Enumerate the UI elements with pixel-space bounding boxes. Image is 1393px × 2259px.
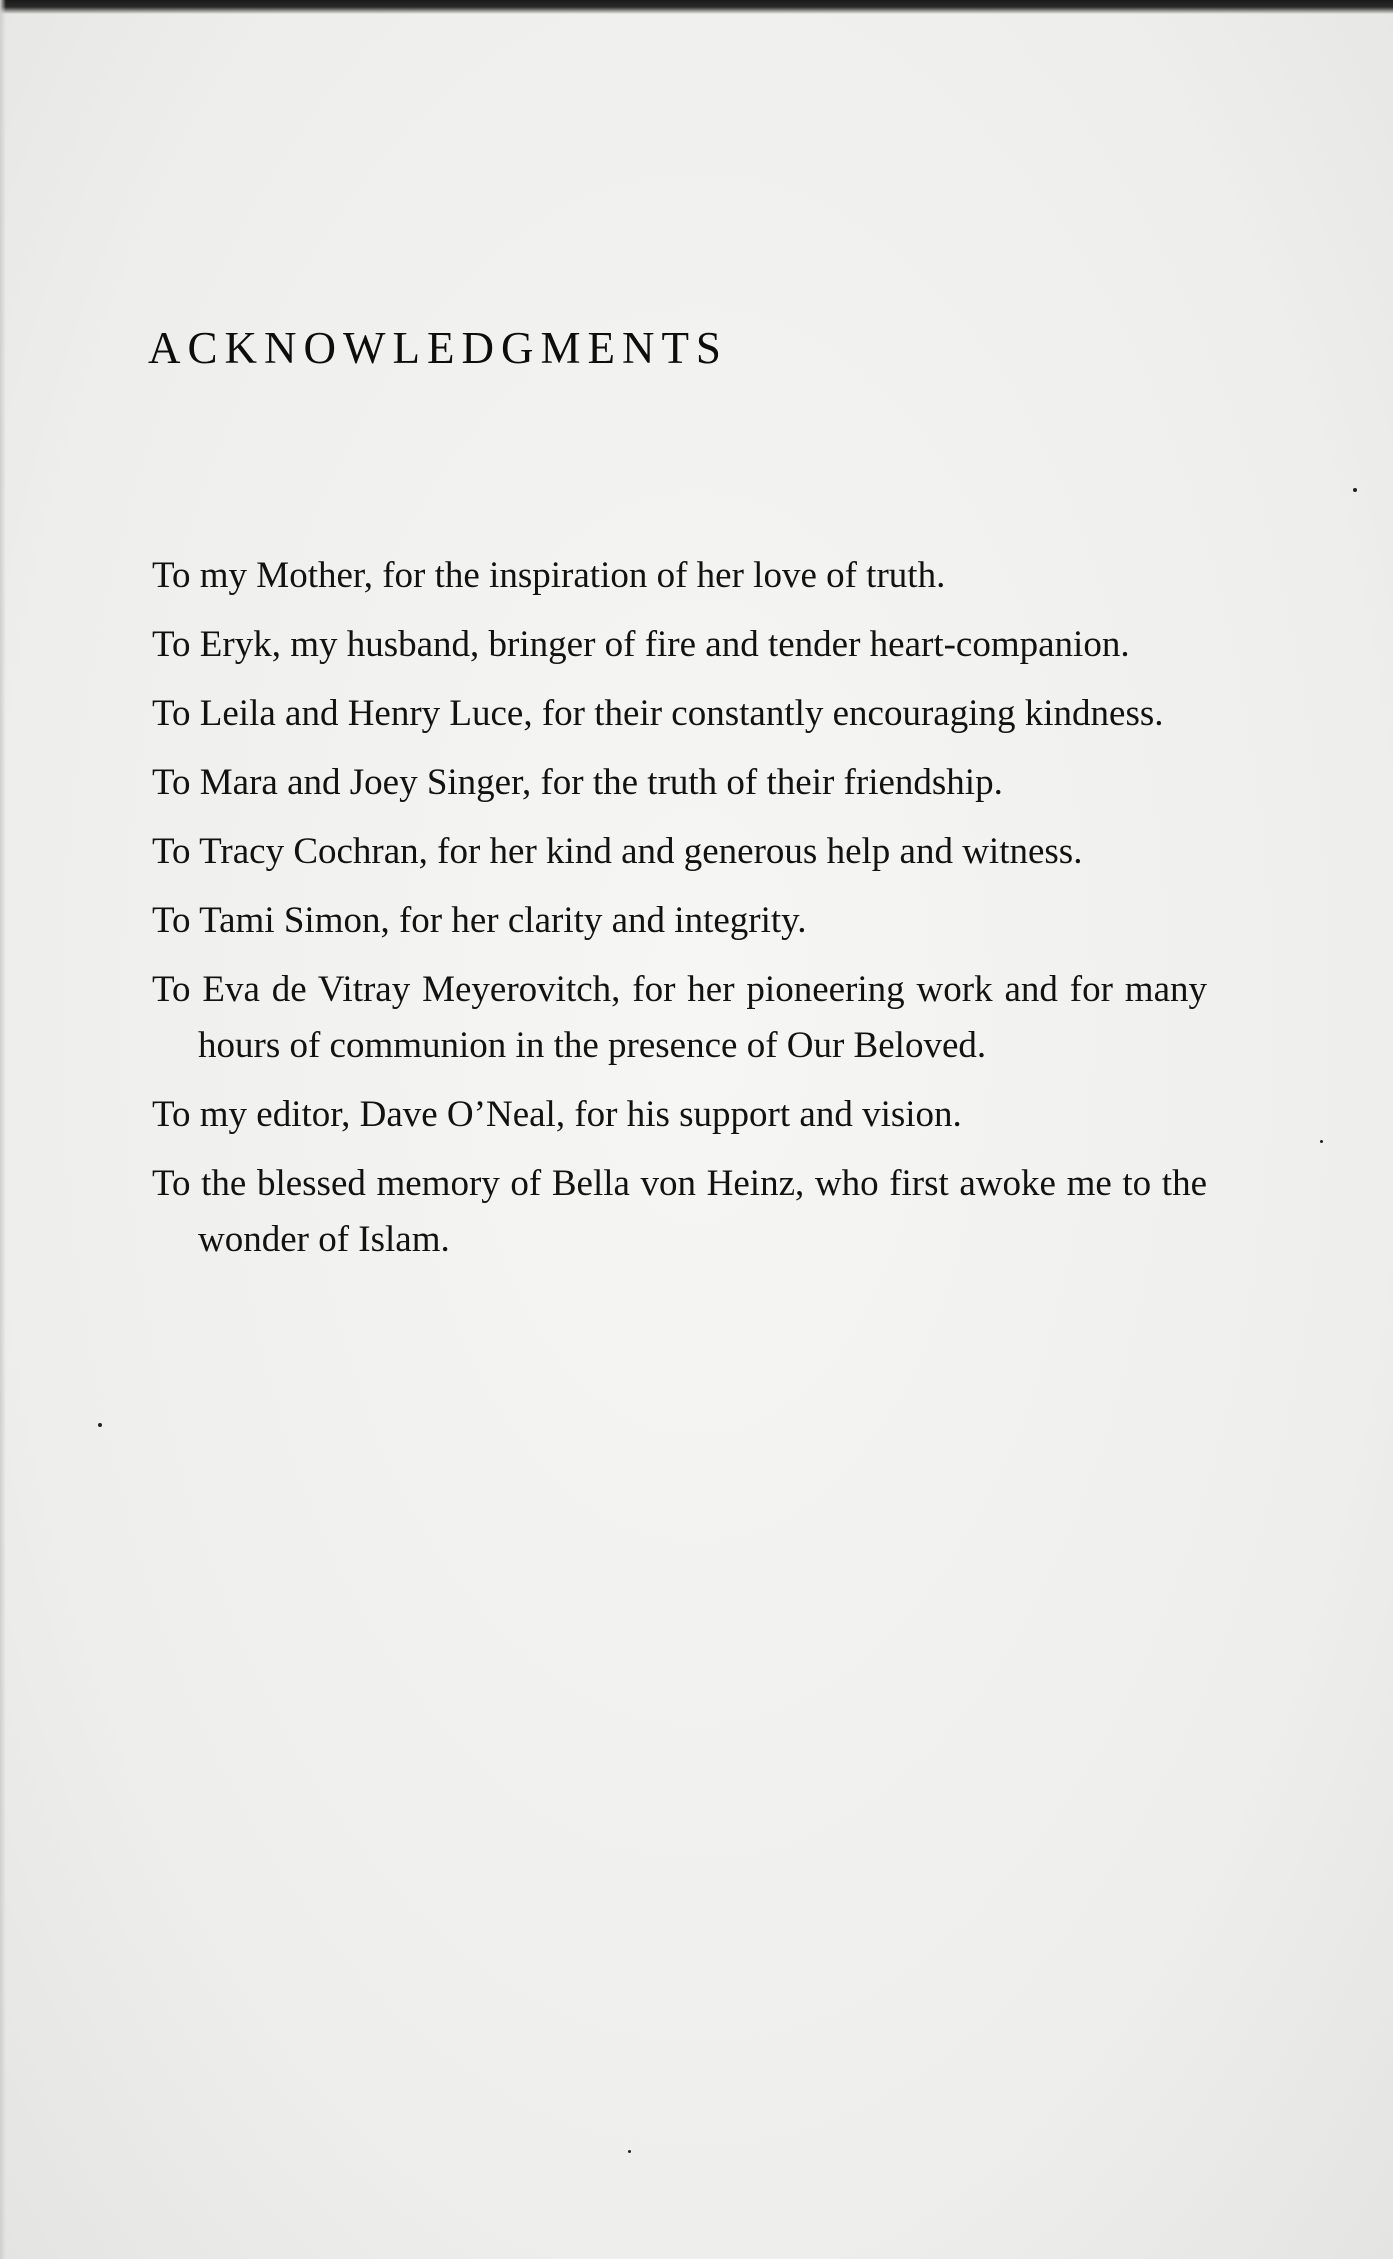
acknowledgment-item: To the blessed memory of Bella von Heinz, who first awoke me to the wonder of Islam. bbox=[152, 1163, 1207, 1260]
acknowledgment-item: To Eryk, my husband, bringer of fire and tender heart-companion. bbox=[152, 624, 1130, 665]
acknowledgments-list bbox=[152, 548, 1207, 1281]
page-title: ACKNOWLEDGMENTS bbox=[148, 323, 728, 373]
acknowledgment-item: To Mara and Joey Singer, for the truth of their friendship. bbox=[152, 762, 1003, 803]
acknowledgment-item: To Tracy Cochran, for her kind and generous help and witness. bbox=[152, 831, 1083, 872]
show-through-text bbox=[200, 210, 1180, 546]
dust-speck bbox=[1320, 1140, 1323, 1143]
acknowledgment-item: To Leila and Henry Luce, for their constantly encouraging kindness. bbox=[152, 693, 1164, 734]
dust-speck bbox=[628, 2150, 631, 2153]
acknowledgment-item: To my Mother, for the inspiration of her love of truth. bbox=[152, 555, 946, 596]
dust-speck bbox=[98, 1423, 102, 1427]
page-top-shadow bbox=[0, 0, 1393, 14]
acknowledgment-item: To Eva de Vitray Meyerovitch, for her pioneering work and for many hours of communion in the presence of Our Beloved. bbox=[152, 969, 1207, 1066]
acknowledgment-item: To Tami Simon, for her clarity and integrity. bbox=[152, 900, 807, 941]
page-left-shadow bbox=[0, 0, 6, 2259]
dust-speck bbox=[1353, 488, 1357, 492]
acknowledgment-item: To my editor, Dave O’Neal, for his support and vision. bbox=[152, 1094, 962, 1135]
